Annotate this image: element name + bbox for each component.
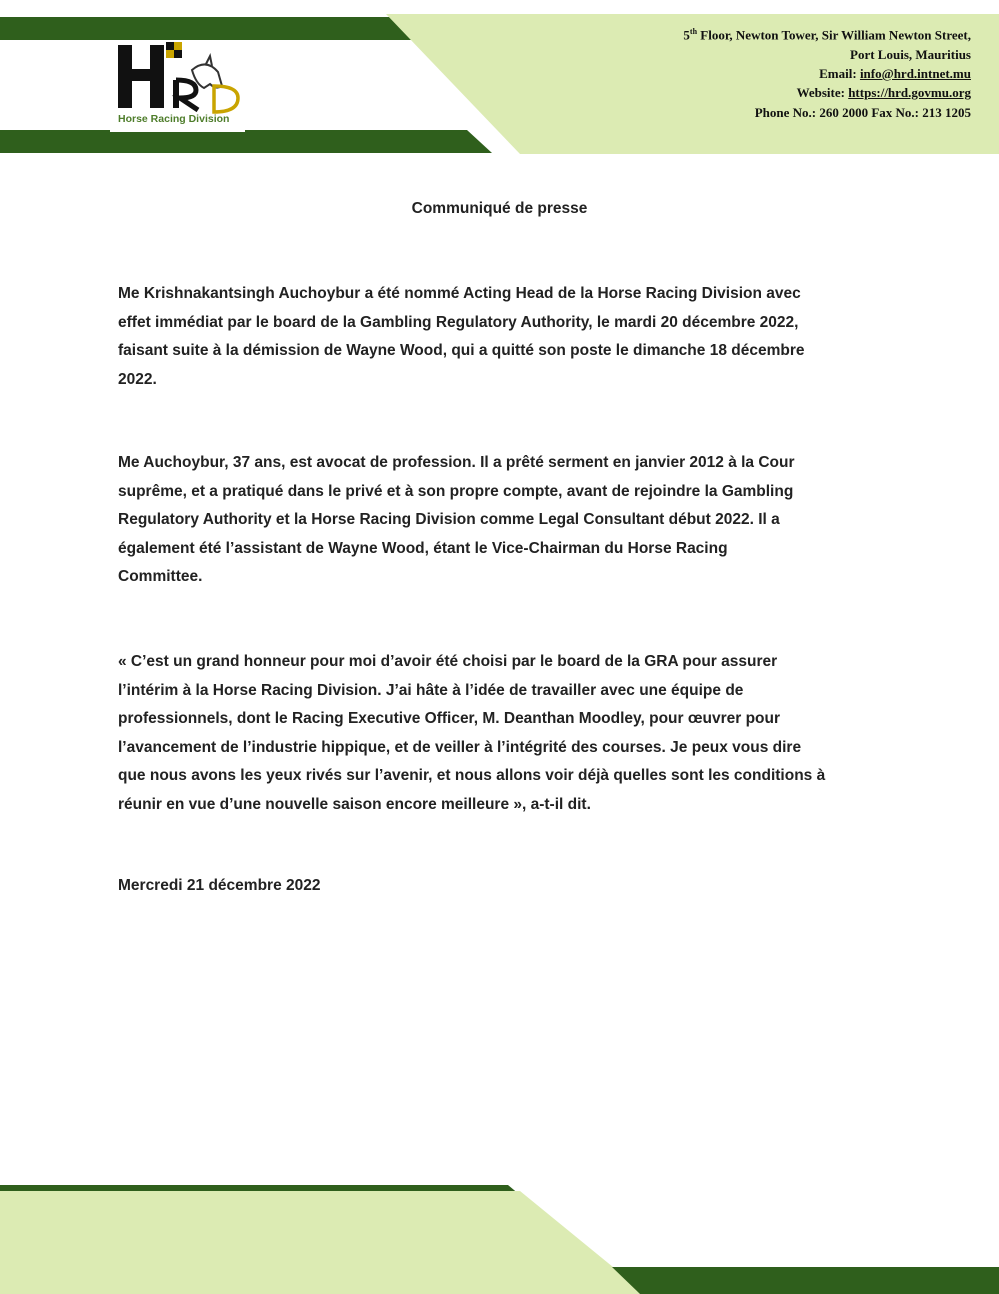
floor-number: 5 [683, 27, 690, 43]
footer-dark-green-band-bottom [612, 1267, 999, 1294]
paragraph-line: faisant suite à la démission de Wayne Wood, qui a quitté son poste le dimanche 18 décembre [118, 342, 805, 359]
paragraph-line: Committee. [118, 568, 203, 585]
paragraph-quote [118, 648, 888, 819]
paragraph-line: l’intérim à la Horse Racing Division. J’ai hâte à l’idée de travailler avec une équipe de [118, 681, 744, 699]
email-label: Email: [819, 65, 860, 81]
paragraph-biography [118, 449, 888, 592]
paragraph-appointment [118, 280, 888, 394]
paragraph-line: 2022. [118, 370, 157, 388]
floor-suffix: th [689, 27, 698, 36]
paragraph-line: Me Auchoybur, 37 ans, est avocat de profession. Il a prêté serment en janvier 2012 à la Cour [118, 454, 795, 471]
header-dark-green-band-top [0, 17, 420, 40]
release-date: Mercredi 21 décembre 2022 [118, 877, 321, 894]
website-link[interactable]: https://hrd.govmu.org [848, 85, 971, 101]
header-dark-green-band-bottom [0, 130, 492, 153]
paragraph-line: l’avancement de l’industrie hippique, et de veiller à l’intégrité des courses. Je peux vous dire [118, 738, 802, 756]
horse-head-icon [192, 56, 222, 88]
paragraph-line: réunir en vue d’une nouvelle saison encore meilleure », a-t-il dit. [118, 795, 591, 813]
website-line [683, 83, 971, 102]
footer-light-green-panel [0, 1191, 646, 1294]
paragraph-line: Regulatory Authority et la Horse Racing Division comme Legal Consultant début 2022. Il a [118, 511, 780, 528]
footer-banner [0, 1185, 999, 1294]
website-label: Website: [796, 85, 849, 101]
address-line-1 [683, 22, 971, 45]
phone-fax-line: Phone No.: 260 2000 Fax No.: 213 1205 [754, 104, 971, 120]
paragraph-line: « C’est un grand honneur pour moi d’avoir été choisi par le board de la GRA pour assurer [118, 653, 778, 670]
hrd-logo-mark [110, 40, 245, 120]
address-line-2: Port Louis, Mauritius [850, 46, 971, 62]
paragraph-line: professionnels, dont le Racing Executive Officer, M. Deanthan Moodley, pour œuvrer pour [118, 710, 781, 727]
paragraph-line: également été l’assistant de Wayne Wood, étant le Vice-Chairman du Horse Racing [118, 539, 728, 557]
hrd-logo [110, 40, 245, 132]
paragraph-line: que nous avons les yeux rivés sur l’avenir, et nous allons voir déjà quelles sont les conditions à [118, 767, 826, 784]
paragraph-line: Me Krishnakantsingh Auchoybur a été nommé Acting Head de la Horse Racing Division avec [118, 285, 801, 302]
email-link[interactable]: info@hrd.intnet.mu [859, 65, 971, 81]
logo-caption: Horse Racing Division [118, 113, 230, 125]
email-line [683, 64, 971, 83]
paragraph-line: suprême, et a pratiqué dans le privé et à son propre compte, avant de rejoindre la Gambling [118, 482, 794, 500]
address-street: Floor, Newton Tower, Sir William Newton Street, [697, 27, 971, 43]
paragraph-line: effet immédiat par le board de la Gambling Regulatory Authority, le mardi 20 décembre 2022, [118, 313, 799, 331]
page-title: Communiqué de presse [411, 200, 588, 217]
contact-block [683, 22, 971, 122]
